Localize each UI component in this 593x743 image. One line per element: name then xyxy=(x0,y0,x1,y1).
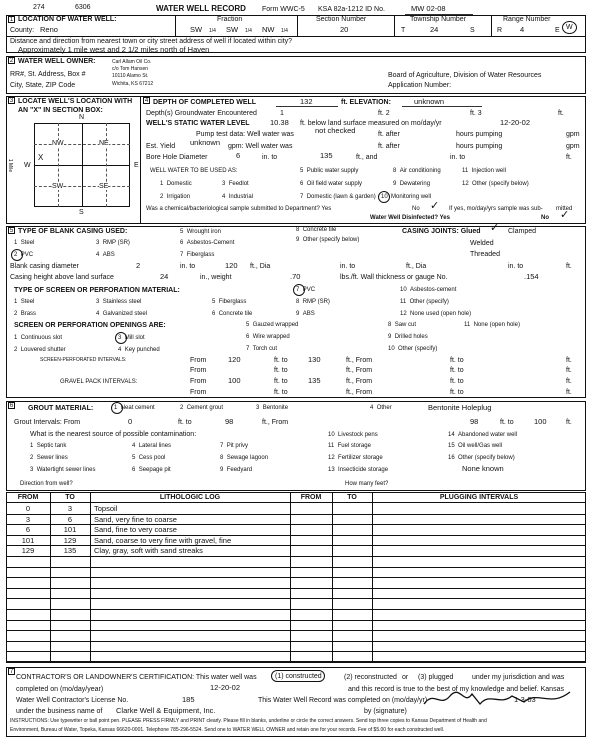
section-1-number: 1 xyxy=(9,17,14,23)
log-cell-to[interactable]: 135 xyxy=(63,546,77,556)
perf-2-ft-to: ft. to xyxy=(450,367,464,374)
opening-1[interactable]: 1 Continuous slot xyxy=(14,335,63,341)
log-cell-from[interactable]: 0 xyxy=(25,504,31,513)
log-header-line xyxy=(6,502,586,503)
section-number[interactable]: 20 xyxy=(340,25,349,34)
opening-5[interactable]: 5 Gauzed wrapped xyxy=(246,322,299,328)
log-cell-from[interactable]: 3 xyxy=(25,514,31,524)
grout-other-value[interactable]: Bentonite Holeplug xyxy=(428,403,492,412)
quadrant-se: SE xyxy=(99,183,109,190)
use-6[interactable]: 6 Oil field water supply xyxy=(300,181,363,187)
opening-11[interactable]: 11 None (open hole) xyxy=(464,322,520,328)
contam-2[interactable]: 2 Sewer lines xyxy=(30,455,68,461)
yield-hours: hours pumping xyxy=(456,143,503,150)
static-level-label: WELL'S STATIC WATER LEVEL xyxy=(146,120,250,127)
screen-type-label: TYPE OF SCREEN OR PERFORATION MATERIAL: xyxy=(14,287,180,294)
contam-13[interactable]: 13 Insecticide storage xyxy=(328,467,389,473)
gravel-1-ft-to: ft. to xyxy=(450,378,464,385)
section-number-label: Section Number xyxy=(316,16,367,23)
groundwater-2: ft. 2 xyxy=(378,110,390,117)
section-2-number: 2 xyxy=(9,58,14,64)
section-grid-hline xyxy=(34,165,130,166)
gravel-pack-label: GRAVEL PACK INTERVALS: xyxy=(60,379,138,385)
section-grid-vdash-2 xyxy=(106,123,107,207)
gravel-1-to-label: ft. to xyxy=(274,378,288,385)
chem-mitted: mitted xyxy=(556,206,573,212)
log-row-line xyxy=(6,556,586,557)
casing-5[interactable]: 5 Wrought iron xyxy=(180,229,221,235)
casing-7[interactable]: 7 Fiberglass xyxy=(180,252,215,258)
casing-diameter-in-to-3: in. to xyxy=(508,263,524,270)
screen-5[interactable]: 5 Fiberglass xyxy=(212,299,247,305)
instructions-line-1: INSTRUCTIONS: Use typewriter or ball point pen. PLEASE PRESS FIRMLY and PRINT clearly. Please fill in blanks, underline or circle the correct answers. Send top three copies to Kansas Department of Health and xyxy=(10,718,487,724)
yield-gpm: gpm xyxy=(566,143,580,150)
board-label: Board of Agriculture, Division of Water Resources xyxy=(388,72,542,79)
gravel-2-ft-to: ft. to xyxy=(450,389,464,396)
log-cell-desc[interactable]: Topsoil xyxy=(94,504,118,513)
record-completed-date[interactable]: 1-3-03 xyxy=(514,695,536,704)
grout-1[interactable]: 1 Neat cement xyxy=(114,405,155,411)
yield-label: Est. Yield xyxy=(146,143,176,150)
yield-gpm-label: gpm: Well water was xyxy=(228,143,293,150)
casing-3[interactable]: 3 RMP (SR) xyxy=(96,240,130,246)
casing-height-label: Casing height above land surface xyxy=(10,274,114,281)
log-header-from-2: FROM xyxy=(300,494,322,501)
section-1-divider xyxy=(6,36,586,37)
distance-value[interactable]: Approximately 1 mile west and 2 1/2 miles north of Haven xyxy=(18,45,210,54)
gravel-2-from-label: From xyxy=(190,389,207,396)
county-label: County: xyxy=(10,27,35,34)
groundwater-3: ft. 3 xyxy=(470,110,482,117)
true-text: and this record is true to the best of my knowledge and belief. Kansas xyxy=(348,686,564,693)
use-5[interactable]: 5 Public water supply xyxy=(300,168,359,174)
perf-1-ft-from: ft., From xyxy=(346,357,373,364)
application-label: Application Number: xyxy=(388,82,452,89)
record-completed-label: This Water Well Record was completed on (mo/day/yr) xyxy=(258,697,428,704)
casing-height-value[interactable]: 24 xyxy=(160,272,169,281)
how-many-feet-label: How many feet? xyxy=(345,481,389,487)
casing-type-label: TYPE OF BLANK CASING USED: xyxy=(18,228,128,235)
fraction-quarter-3: 1/4 xyxy=(281,28,288,34)
bore-in-to: in. to xyxy=(262,154,278,161)
grout-ft-to-2: ft. to xyxy=(500,419,514,426)
use-12[interactable]: 12 Other (specify below) xyxy=(462,181,529,187)
screen-4[interactable]: 4 Galvanized steel xyxy=(96,311,148,317)
elevation-underline xyxy=(402,106,482,107)
opening-6[interactable]: 6 Wire wrapped xyxy=(246,334,290,340)
grout-ft-from: ft., From xyxy=(262,419,289,426)
log-cell-to[interactable]: 129 xyxy=(63,535,77,545)
yield-ft-after: ft. after xyxy=(378,143,400,150)
screen-11[interactable]: 11 Other (specify) xyxy=(400,299,449,305)
county-value[interactable]: Reno xyxy=(40,25,58,34)
section-grid-vdash-1 xyxy=(58,123,59,207)
casing-1[interactable]: 1 Steel xyxy=(14,240,35,246)
perf-1-to[interactable]: 130 xyxy=(308,355,321,364)
log-row-line xyxy=(6,598,586,599)
log-row-line xyxy=(6,651,586,652)
form-number: Form WWC-5 xyxy=(262,6,305,13)
casing-diameter-label: Blank casing diameter xyxy=(10,263,79,270)
locate-label-2: AN "X" IN SECTION BOX: xyxy=(18,107,103,114)
log-header-litho: LITHOLOGIC LOG xyxy=(159,494,221,501)
screen-12[interactable]: 12 None used (open hole) xyxy=(400,311,472,317)
casing-joints-label: CASING JOINTS: Glued xyxy=(402,228,481,235)
section-1-vline-2 xyxy=(297,15,298,36)
log-cell-from[interactable]: 101 xyxy=(21,535,35,545)
yield-value[interactable]: unknown xyxy=(190,138,221,147)
section-6-number: 6 xyxy=(9,403,14,409)
address-line-1[interactable]: c/o Tom Hansen xyxy=(112,66,149,72)
groundwater-ft: ft. xyxy=(558,110,564,117)
compass-s: S xyxy=(79,209,84,216)
city-value[interactable]: Wichita, KS 67212 xyxy=(112,81,154,87)
fraction-1[interactable]: SW xyxy=(190,25,203,34)
section-grid-hdash-2 xyxy=(34,186,130,187)
license-label: Water Well Contractor's License No. xyxy=(16,697,129,704)
perf-2-from-label: From xyxy=(190,367,207,374)
log-row-line xyxy=(6,630,586,631)
casing-diameter-ft-dia-2: ft., Dia xyxy=(406,263,427,270)
opening-2[interactable]: 2 Louvered shutter xyxy=(14,347,66,353)
log-row-line xyxy=(6,545,586,546)
range-number[interactable]: 4 xyxy=(520,25,525,34)
pump-not-checked[interactable]: not checked xyxy=(315,126,356,135)
openings-label: SCREEN OR PERFORATION OPENINGS ARE: xyxy=(14,322,166,329)
casing-2[interactable]: 2 PVC xyxy=(14,252,34,258)
contam-8[interactable]: 8 Sewage lagoon xyxy=(220,455,269,461)
use-8[interactable]: 8 Air conditioning xyxy=(393,168,441,174)
log-row-line xyxy=(6,588,586,589)
id-number[interactable]: MW 02-08 xyxy=(411,4,446,13)
grout-2[interactable]: 2 Cement grout xyxy=(180,405,224,411)
address-label: RR#, St. Address, Box # xyxy=(10,71,86,78)
welded-label: Welded xyxy=(470,240,494,247)
section-1-vline-4 xyxy=(491,15,492,36)
contam-9[interactable]: 9 Feedyard xyxy=(220,467,253,473)
contam-4[interactable]: 4 Lateral lines xyxy=(132,443,172,449)
contam-1[interactable]: 1 Septic tank xyxy=(30,443,67,449)
use-10[interactable]: 10 Monitoring well xyxy=(381,194,432,200)
static-level-date[interactable]: 12-20-02 xyxy=(500,118,531,127)
perf-1-to-label: ft. to xyxy=(274,357,288,364)
contam-10[interactable]: 10 Livestock pens xyxy=(328,432,378,438)
opening-9[interactable]: 9 Drilled holes xyxy=(388,334,428,340)
perf-1-from[interactable]: 120 xyxy=(228,355,241,364)
grout-intervals-label: Grout Intervals: From xyxy=(14,419,81,426)
glued-checkmark[interactable]: ✓ xyxy=(490,222,500,234)
gravel-1-to[interactable]: 135 xyxy=(308,376,321,385)
pump-ft-after: ft. after xyxy=(378,131,400,138)
log-cell-desc[interactable]: Sand, fine to very coarse xyxy=(94,525,177,535)
casing-lbs-label: lbs./ft. Wall thickness or gauge No. xyxy=(340,274,448,281)
use-2[interactable]: 2 Irrigation xyxy=(160,194,191,200)
log-cell-from[interactable]: 6 xyxy=(25,525,31,535)
gravel-1-from-label: From xyxy=(190,378,207,385)
grout-to-2-value[interactable]: 100 xyxy=(534,417,547,426)
instructions-line-2: Environment, Bureau of Water, Topeka, Kansas 66620-0001. Telephone 785-296-5524. Send one to WATER WELL OWNER and retain one for your records. Fee of $5.00 for each constructed well. xyxy=(10,727,445,733)
grout-3[interactable]: 3 Bentonite xyxy=(256,405,289,411)
ksa-id-label: KSA 82a-1212 ID No. xyxy=(318,6,385,13)
location-x-mark[interactable]: X xyxy=(38,153,44,162)
section-3-divider xyxy=(140,96,141,224)
casing-diameter-to[interactable]: 120 xyxy=(225,261,238,270)
fraction-quarter-2: 1/4 xyxy=(245,28,252,34)
grout-material-label: GROUT MATERIAL: xyxy=(28,405,94,412)
casing-weight-value[interactable]: .70 xyxy=(290,272,301,281)
grout-ft-to: ft. to xyxy=(178,419,192,426)
casing-8[interactable]: 8 Concrete tile xyxy=(296,227,337,233)
township-t: T xyxy=(401,27,406,34)
perforated-intervals-label: SCREEN-PERFORATED INTERVALS: xyxy=(40,357,127,363)
log-row-line xyxy=(6,524,586,525)
log-cell-desc[interactable]: Sand, very fine to coarse xyxy=(94,514,177,524)
option-or: or xyxy=(402,674,409,681)
log-row-line xyxy=(6,641,586,642)
signature-image xyxy=(420,686,580,712)
city-label: City, State, ZIP Code xyxy=(10,82,76,89)
log-row-line xyxy=(6,535,586,536)
log-row-line xyxy=(6,514,586,515)
depth-value[interactable]: 132 xyxy=(300,97,313,106)
log-cell-to[interactable]: 3 xyxy=(67,504,73,513)
screen-1[interactable]: 1 Steel xyxy=(14,299,35,305)
range-label: Range Number xyxy=(503,16,551,23)
perf-1-ft-to: ft. to xyxy=(450,357,464,364)
range-r: R xyxy=(497,27,503,34)
section-1-vline-1 xyxy=(175,15,176,36)
contam-7[interactable]: 7 Pit privy xyxy=(220,443,249,449)
gravel-1-ft-from: ft., From xyxy=(346,378,373,385)
casing-4[interactable]: 4 ABS xyxy=(96,252,115,258)
license-number[interactable]: 185 xyxy=(182,695,195,704)
use-11[interactable]: 11 Injection well xyxy=(462,168,506,174)
distance-label: Distance and direction from nearest town or city street address of well if located within city? xyxy=(10,38,293,45)
log-row-line xyxy=(6,609,586,610)
option-reconstructed[interactable]: (2) reconstructed xyxy=(344,674,397,681)
chem-sample-question: Was a chemical/bacteriological sample submitted to Department? Yes xyxy=(146,206,332,212)
contam-11[interactable]: 11 Fuel storage xyxy=(328,443,371,449)
screen-3[interactable]: 3 Stainless steel xyxy=(96,299,142,305)
perf-1-ft: ft. xyxy=(566,357,572,364)
pump-gpm: gpm xyxy=(566,131,580,138)
opening-8[interactable]: 8 Saw cut xyxy=(388,322,417,328)
business-name[interactable]: Clarke Well & Equipment, Inc. xyxy=(116,706,216,715)
pump-test-label: Pump test data: Well water was xyxy=(196,131,294,138)
gravel-2-ft-from: ft., From xyxy=(346,389,373,396)
opening-7[interactable]: 7 Torch cut xyxy=(246,346,278,352)
bore-ft-and: ft., and xyxy=(356,154,378,161)
use-1[interactable]: 1 Domestic xyxy=(160,181,192,187)
chem-no-checkmark[interactable]: ✓ xyxy=(430,200,440,212)
log-header-to-2: TO xyxy=(347,494,357,501)
perf-2-ft-from: ft., From xyxy=(346,367,373,374)
range-e: E xyxy=(555,27,560,34)
clamped-label: Clamped xyxy=(508,228,537,235)
elevation-label: ft. ELEVATION: xyxy=(341,99,391,106)
chem-no: No xyxy=(412,206,420,212)
depth-underline xyxy=(276,106,338,107)
log-header-to: TO xyxy=(65,494,75,501)
township-s: S xyxy=(470,27,475,34)
gravel-1-ft: ft. xyxy=(566,378,572,385)
owner-name[interactable]: Carl Allam Oil Co. xyxy=(112,59,152,65)
log-header-from: FROM xyxy=(17,494,39,501)
disinfected-no: No xyxy=(541,215,549,221)
contam-15[interactable]: 15 Oil well/Gas well xyxy=(448,443,503,449)
fraction-2[interactable]: SW xyxy=(226,25,239,34)
quadrant-nw: NW xyxy=(52,140,64,147)
contam-16[interactable]: 16 Other (specify below) xyxy=(448,455,515,461)
pump-hours: hours pumping xyxy=(456,131,503,138)
locate-label: LOCATE WELL'S LOCATION WITH xyxy=(18,98,133,105)
screen-8[interactable]: 8 RMP (SR) xyxy=(296,299,330,305)
section-grid-hdash-1 xyxy=(34,144,130,145)
groundwater-label: Depth(s) Groundwater Encountered xyxy=(146,110,257,117)
contam-6[interactable]: 6 Seepage pit xyxy=(132,467,171,473)
direction-label: Direction from well? xyxy=(20,481,73,487)
casing-diameter-ft-dia: ft., Dia xyxy=(250,263,271,270)
section-3-number: 3 xyxy=(9,98,14,104)
casing-9[interactable]: 9 Other (specify below) xyxy=(296,237,360,243)
option-plugged[interactable]: (3) plugged xyxy=(418,674,454,681)
signature-label: by (signature) xyxy=(364,708,407,715)
disinfected-question: Water Well Disinfected? Yes xyxy=(370,215,450,221)
certification-label: CONTRACTOR'S OR LANDOWNER'S CERTIFICATION: This water well was xyxy=(16,674,257,681)
log-cell-to[interactable]: 101 xyxy=(63,525,77,535)
log-row-line xyxy=(6,567,586,568)
bore-ft: ft. xyxy=(566,154,572,161)
casing-diameter-in-to-2: in. to xyxy=(340,263,356,270)
contam-12[interactable]: 12 Fertilizer storage xyxy=(328,455,383,461)
bore-value[interactable]: 6 xyxy=(236,151,241,160)
range-w[interactable]: W xyxy=(566,24,573,31)
bore-label: Bore Hole Diameter xyxy=(146,154,208,161)
casing-diameter-in-to: in. to xyxy=(180,263,196,270)
jurisdiction-text: under my jurisdiction and was xyxy=(472,674,565,681)
quadrant-ne: NE xyxy=(99,140,109,147)
opening-10[interactable]: 10 Other (specify) xyxy=(388,346,438,352)
mile-label: 1 Mile xyxy=(7,158,14,173)
elevation-value[interactable]: unknown xyxy=(414,97,445,106)
casing-weight-label: in., weight xyxy=(200,274,232,281)
log-cell-to[interactable]: 6 xyxy=(67,514,73,524)
contam-3[interactable]: 3 Watertight sewer lines xyxy=(30,467,96,473)
gravel-2-ft: ft. xyxy=(566,389,572,396)
section-1-vline-3 xyxy=(394,15,395,36)
log-cell-desc[interactable]: Clay, gray, soft with sand streaks xyxy=(94,546,203,556)
compass-n: N xyxy=(79,114,85,121)
header-number-2: 6306 xyxy=(75,4,91,11)
grout-from-2-value[interactable]: 98 xyxy=(470,417,479,426)
static-level-value[interactable]: 10.38 xyxy=(270,118,289,127)
perf-2-to-label: ft. to xyxy=(274,367,288,374)
contam-5[interactable]: 5 Cess pool xyxy=(132,455,166,461)
threaded-label: Threaded xyxy=(470,251,500,258)
screen-9[interactable]: 9 ABS xyxy=(296,311,315,317)
screen-10[interactable]: 10 Asbestos-cement xyxy=(400,287,457,293)
contam-14[interactable]: 14 Abandoned water well xyxy=(448,432,518,438)
gravel-2-to-label: ft. to xyxy=(274,389,288,396)
township-number[interactable]: 24 xyxy=(430,25,439,34)
opening-4[interactable]: 4 Key punched xyxy=(118,347,160,353)
option-constructed[interactable]: (1) constructed xyxy=(275,673,322,680)
section-7-number: 7 xyxy=(9,669,14,675)
fraction-label: Fraction xyxy=(217,16,243,23)
casing-gauge-value[interactable]: .154 xyxy=(524,272,539,281)
casing-diameter-value[interactable]: 2 xyxy=(136,261,141,270)
log-row-line xyxy=(6,577,586,578)
section-5-number: 5 xyxy=(9,228,14,234)
business-label: under the business name of xyxy=(16,708,103,715)
township-label: Township Number xyxy=(410,16,467,23)
grout-from-value[interactable]: 0 xyxy=(128,417,133,426)
location-label: LOCATION OF WATER WELL: xyxy=(18,16,117,23)
screen-2[interactable]: 2 Brass xyxy=(14,311,37,317)
compass-w: W xyxy=(24,162,31,169)
section-4-number: 4 xyxy=(144,98,149,104)
grout-to-value[interactable]: 98 xyxy=(225,417,234,426)
use-9[interactable]: 9 Dewatering xyxy=(393,181,431,187)
casing-diameter-ft: ft. xyxy=(566,263,572,270)
address-line-2[interactable]: 10110 Alamo St. xyxy=(112,73,149,79)
use-label: WELL WATER TO BE USED AS: xyxy=(150,168,238,174)
opening-3[interactable]: 3 Mill slot xyxy=(118,335,145,341)
completed-date[interactable]: 12-20-02 xyxy=(210,683,241,692)
log-cell-from[interactable]: 129 xyxy=(21,546,35,556)
quadrant-sw: SW xyxy=(52,183,64,190)
log-header-plugging: PLUGGING INTERVALS xyxy=(439,494,519,501)
owner-label: WATER WELL OWNER: xyxy=(18,58,96,65)
gravel-1-from[interactable]: 100 xyxy=(228,376,241,385)
grout-ft: ft. xyxy=(566,419,572,426)
perf-2-ft: ft. xyxy=(566,367,572,374)
chem-if-yes: If yes, mo/day/yrs sample was sub- xyxy=(449,206,543,212)
screen-6[interactable]: 6 Concrete tile xyxy=(212,311,253,317)
fraction-quarter-1: 1/4 xyxy=(209,28,216,34)
fraction-3[interactable]: NW xyxy=(262,25,275,34)
disinfected-no-checkmark[interactable]: ✓ xyxy=(560,209,570,221)
header-number-1: 274 xyxy=(33,4,45,11)
use-7[interactable]: 7 Domestic (lawn & garden) xyxy=(300,194,376,200)
use-4[interactable]: 4 Industrial xyxy=(222,194,254,200)
bore-in-to-2: in. to xyxy=(450,154,466,161)
use-3[interactable]: 3 Feedlot xyxy=(222,181,249,187)
log-cell-desc[interactable]: Sand, coarse to very fine with gravel, fine xyxy=(94,535,232,545)
compass-e: E xyxy=(134,162,139,169)
screen-7[interactable]: 7 PVC xyxy=(296,287,316,293)
contam-none-known[interactable]: None known xyxy=(462,464,504,473)
perf-1-from-label: From xyxy=(190,357,207,364)
completed-label: completed on (mo/day/year) xyxy=(16,686,104,693)
contamination-question: What is the nearest source of possible contamination: xyxy=(30,431,197,438)
casing-6[interactable]: 6 Asbestos-Cement xyxy=(180,240,235,246)
depth-label: DEPTH OF COMPLETED WELL xyxy=(153,99,257,106)
grout-4[interactable]: 4 Other xyxy=(370,405,392,411)
form-title: WATER WELL RECORD xyxy=(156,4,246,13)
log-row-line xyxy=(6,662,586,663)
log-row-line xyxy=(6,620,586,621)
static-level-rest: ft. below land surface measured on mo/day/yr xyxy=(300,120,442,127)
bore-to-value[interactable]: 135 xyxy=(320,151,333,160)
groundwater-1: 1 xyxy=(280,110,284,117)
